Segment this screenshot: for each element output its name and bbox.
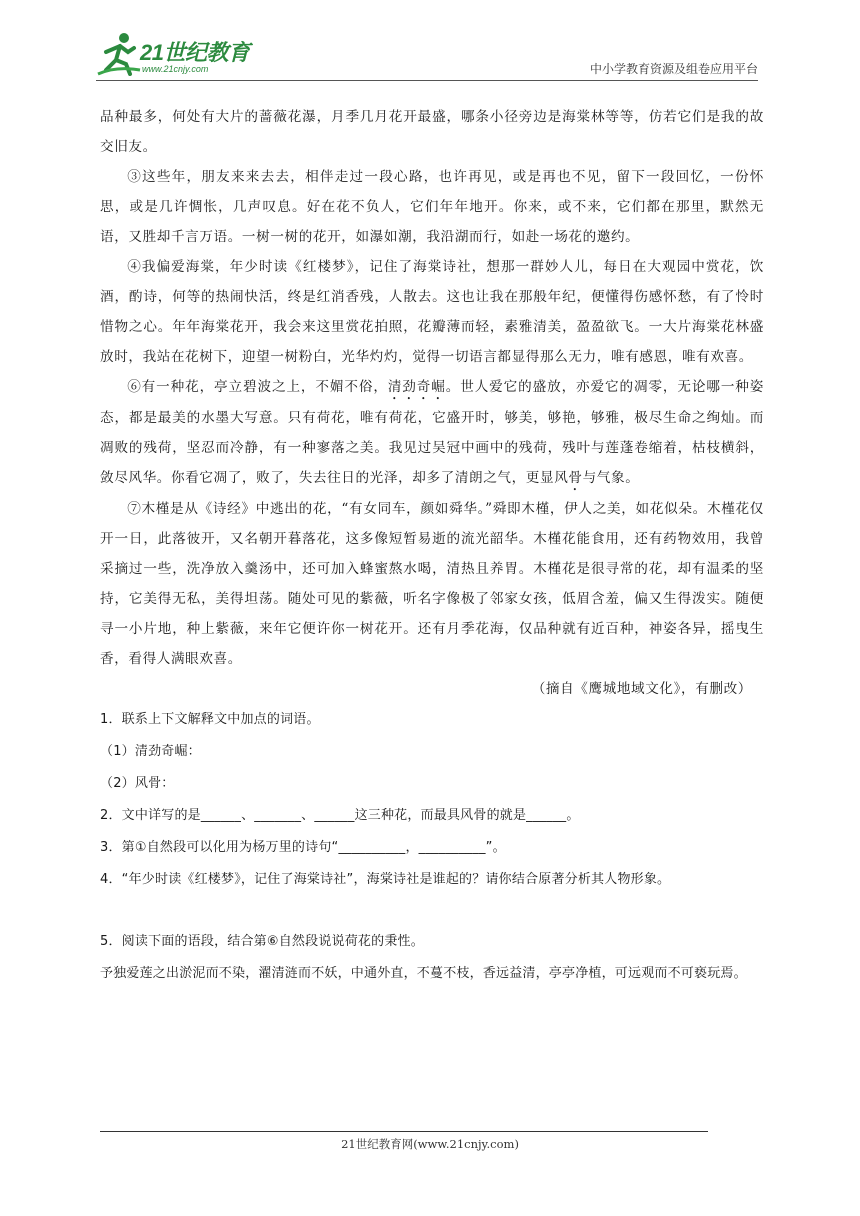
paragraph-3: ③这些年，朋友来来去去，相伴走过一段心路，也许再见，或是再也不见，留下一段回忆，一份怀思，或是几许惆怅，几声叹息。好在花不负人，它们年年地开。你来，或不来，它们都在那里，默然无语，又胜却千言万语。一树一树的花开，如瀑如潮，我沿湖而行，如赴一场花的邀约。 <box>100 169 764 245</box>
question-1: 1．联系上下文解释文中加点的词语。 <box>100 712 320 727</box>
question-1-2: （2）风骨： <box>100 776 175 791</box>
logo-text: 21世纪教育 <box>140 40 250 65</box>
paragraph-6 <box>100 372 764 494</box>
question-4: 4．“年少时读《红楼梦》，记住了海棠诗社”，海棠诗社是谁起的？请你结合原著分析其人物形象。 <box>100 872 671 887</box>
page-header <box>0 0 860 90</box>
page-footer[interactable]: 21世纪教育网(www.21cnjy.com) <box>341 1137 519 1151</box>
site-logo[interactable] <box>96 30 296 80</box>
question-1-1: （1）清劲奇崛： <box>100 744 201 759</box>
footer-divider <box>100 1131 708 1132</box>
paragraph-6-part-b: 。世人爱它的盛放，亦爱它的凋零，无论哪一种姿态，都是最美的水墨大写意。只有荷花，唯有荷花，它盛开时，够美，够艳，够雅，极尽生命之绚灿。而凋败的残荷，坚忍而冷静，有一种寥落之美。我见过吴冠中画中的残荷，残叶与莲蓬卷缩着，枯枝横斜，敛尽风华。你看它凋了，败了，失去往日的光泽，却多了清朗之气，更显风 <box>100 379 764 486</box>
paragraph-4: ④我偏爱海棠，年少时读《红楼梦》，记住了海棠诗社，想那一群妙人儿，每日在大观园中赏花，饮酒，酌诗，何等的热闹快活，终是红消香残，人散去。这也让我在那般年纪，便懂得伤感怀愁，有了怜时惜物之心。年年海棠花开，我会来这里赏花拍照，花瓣薄而轻，素雅清美，盈盈欲飞。一大片海棠花林盛放时，我站在花树下，迎望一树粉白，光华灼灼，觉得一切语言都显得那么无力，唯有感恩，唯有欢喜。 <box>100 259 764 365</box>
question-5: 5．阅读下面的语段，结合第⑥自然段说说荷花的秉性。 <box>100 934 424 949</box>
paragraph-6-part-c: 与气象。 <box>582 470 640 486</box>
header-divider <box>96 80 758 81</box>
dotted-word-qingjin: 清劲奇崛 <box>387 379 446 395</box>
platform-name: 中小学教育资源及组卷应用平台 <box>589 62 758 76</box>
paragraph-continued: 品种最多，何处有大片的蔷薇花瀑，月季几月花开最盛，哪条小径旁边是海棠林等等，仿若它们是我的故交旧友。 <box>100 109 764 155</box>
question-5-text: 予独爱莲之出淤泥而不染，濯清涟而不妖，中通外直，不蔓不枝，香远益清，亭亭净植，可远观而不可亵玩焉。 <box>100 966 747 981</box>
dotted-word-fenggu: 骨 <box>568 470 583 486</box>
paragraph-7: ⑦木槿是从《诗经》中逃出的花，“有女同车，颜如舜华。”舜即木槿，伊人之美，如花似朵。木槿花仅开一日，此落彼开，又名朝开暮落花，这多像短暂易逝的流光韶华。木槿花能食用，还有药物效用，我曾采摘过一些，洗净放入羹汤中，还可加入蜂蜜熬水喝，清热且养胃。木槿花是很寻常的花，却有温柔的坚持，它美得无私，美得坦荡。随处可见的紫薇，听名字像极了邻家女孩，低眉含羞，偏又生得泼实。随便寻一小片地，种上紫薇，来年它便许你一树花开。还有月季花海，仅品种就有近百种，神姿各异，摇曳生香，看得人满眼欢喜。 <box>100 501 764 667</box>
paragraph-6-part-a: ⑥有一种花，亭立碧波之上，不媚不俗， <box>127 379 388 395</box>
question-3: 3．第①自然段可以化用为杨万里的诗句“__________，__________”。 <box>100 840 506 855</box>
answer-space <box>100 896 764 926</box>
logo-url: www.21cnjy.com <box>142 64 209 74</box>
document-body <box>100 102 764 990</box>
runner-icon <box>96 30 142 76</box>
question-2: 2．文中详写的是______、_______、______这三种花，而最具风骨的就是______。 <box>100 808 580 823</box>
article-source: （摘自《鹰城地域文化》，有删改） <box>531 681 752 697</box>
